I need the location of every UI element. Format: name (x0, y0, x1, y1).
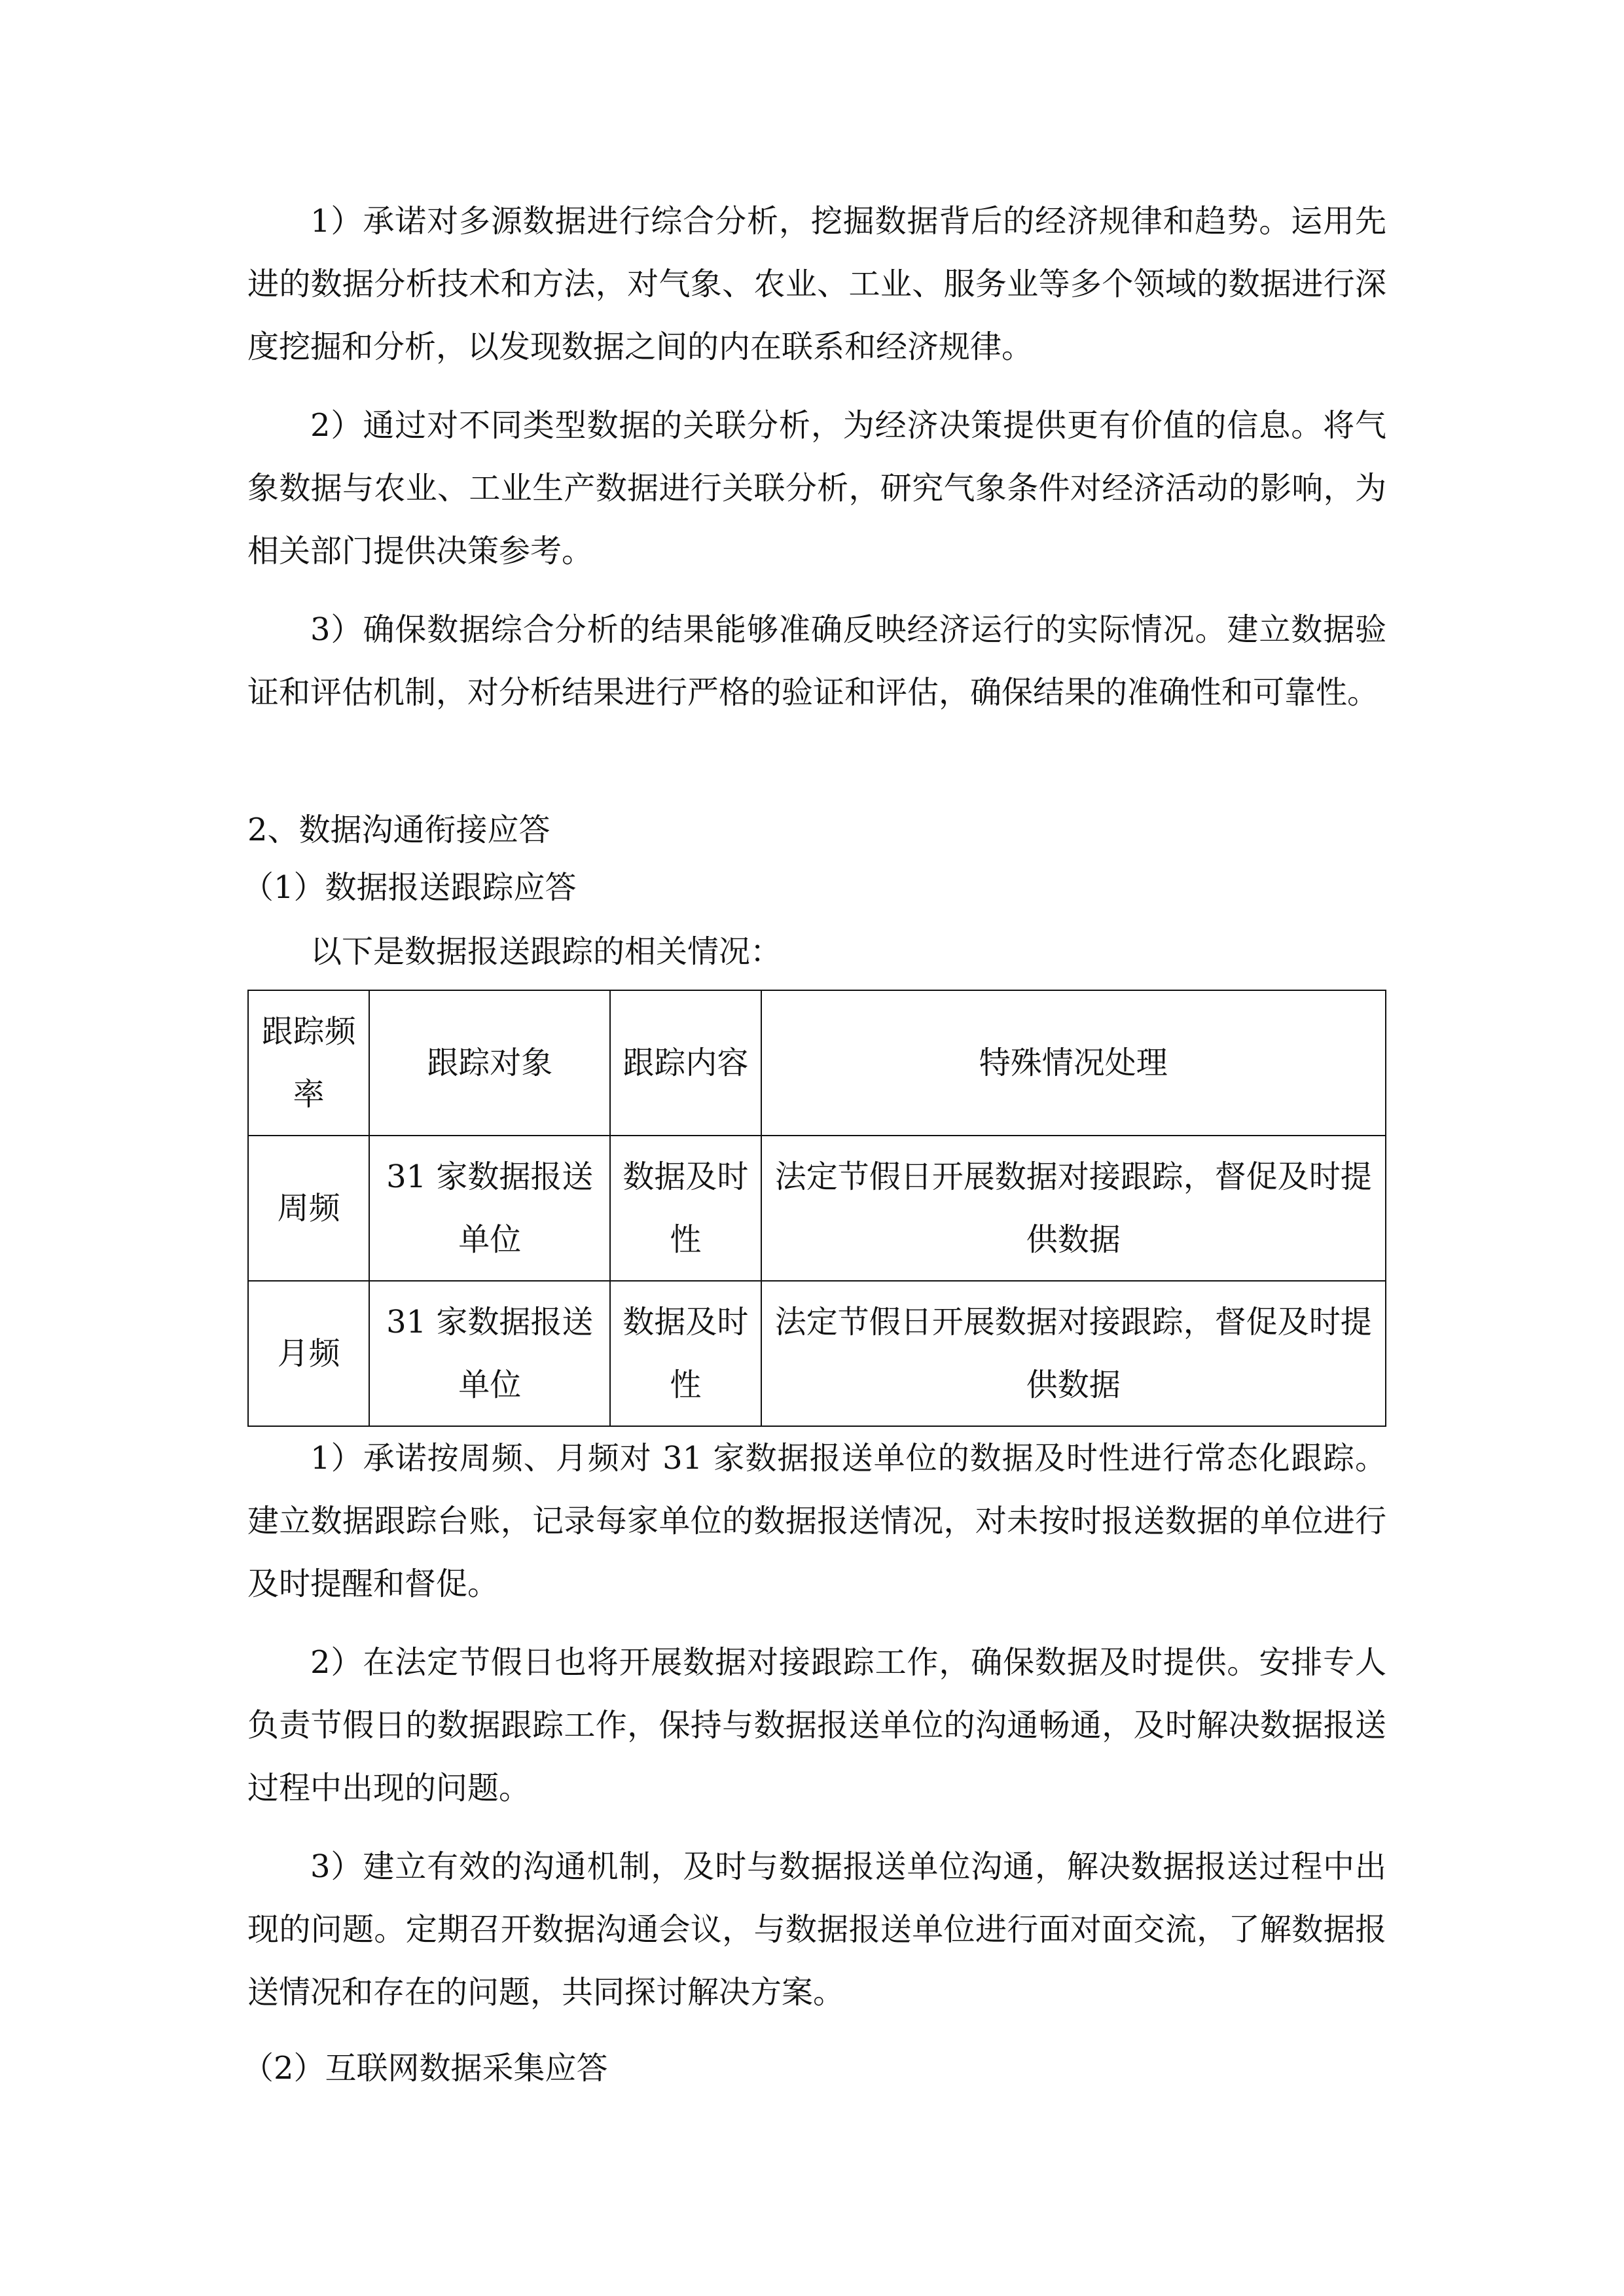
cell-special-handling: 法定节假日开展数据对接跟踪，督促及时提供数据 (761, 1136, 1386, 1281)
cell-content: 数据及时性 (610, 1281, 761, 1426)
paragraph-analysis-1: 1）承诺对多源数据进行综合分析，挖掘数据背后的经济规律和趋势。运用先进的数据分析技术和方法，对气象、农业、工业、服务业等多个领域的数据进行深度挖掘和分析，以发现数据之间的内在联系和经济规律。 (247, 203, 1386, 365)
header-special-handling: 特殊情况处理 (761, 990, 1386, 1136)
section-heading: 2、数据沟通衔接应答 (247, 812, 550, 848)
table-header-row (248, 990, 1386, 1136)
table-intro: 以下是数据报送跟踪的相关情况： (310, 933, 782, 970)
cell-target: 31 家数据报送单位 (369, 1281, 610, 1426)
paragraph-tracking-2: 2）在法定节假日也将开展数据对接跟踪工作，确保数据及时提供。安排专人负责节假日的数据跟踪工作，保持与数据报送单位的沟通畅通，及时解决数据报送过程中出现的问题。 (247, 1644, 1386, 1806)
cell-special-handling: 法定节假日开展数据对接跟踪，督促及时提供数据 (761, 1281, 1386, 1426)
cell-content: 数据及时性 (610, 1136, 761, 1281)
cell-target: 31 家数据报送单位 (369, 1136, 610, 1281)
subsection-heading-internet: （2）互联网数据采集应答 (242, 2050, 608, 2087)
table-row (248, 1136, 1386, 1281)
tracking-table (247, 990, 1386, 1427)
paragraph-tracking-3: 3）建立有效的沟通机制，及时与数据报送单位沟通，解决数据报送过程中出现的问题。定期召开数据沟通会议，与数据报送单位进行面对面交流，了解数据报送情况和存在的问题，共同探讨解决方案。 (247, 1848, 1386, 2011)
paragraph-analysis-3: 3）确保数据综合分析的结果能够准确反映经济运行的实际情况。建立数据验证和评估机制，对分析结果进行严格的验证和评估，确保结果的准确性和可靠性。 (247, 611, 1386, 711)
header-content: 跟踪内容 (610, 990, 761, 1136)
table-row (248, 1281, 1386, 1426)
paragraph-tracking-1: 1）承诺按周频、月频对 31 家数据报送单位的数据及时性进行常态化跟踪。建立数据跟踪台账，记录每家单位的数据报送情况，对未按时报送数据的单位进行及时提醒和督促。 (247, 1440, 1386, 1602)
header-target: 跟踪对象 (369, 990, 610, 1136)
cell-frequency: 月频 (248, 1281, 369, 1426)
header-frequency: 跟踪频率 (248, 990, 369, 1136)
cell-frequency: 周频 (248, 1136, 369, 1281)
subsection-heading-tracking: （1）数据报送跟踪应答 (242, 869, 577, 906)
paragraph-analysis-2: 2）通过对不同类型数据的关联分析，为经济决策提供更有价值的信息。将气象数据与农业、工业生产数据进行关联分析，研究气象条件对经济活动的影响，为相关部门提供决策参考。 (247, 407, 1386, 569)
